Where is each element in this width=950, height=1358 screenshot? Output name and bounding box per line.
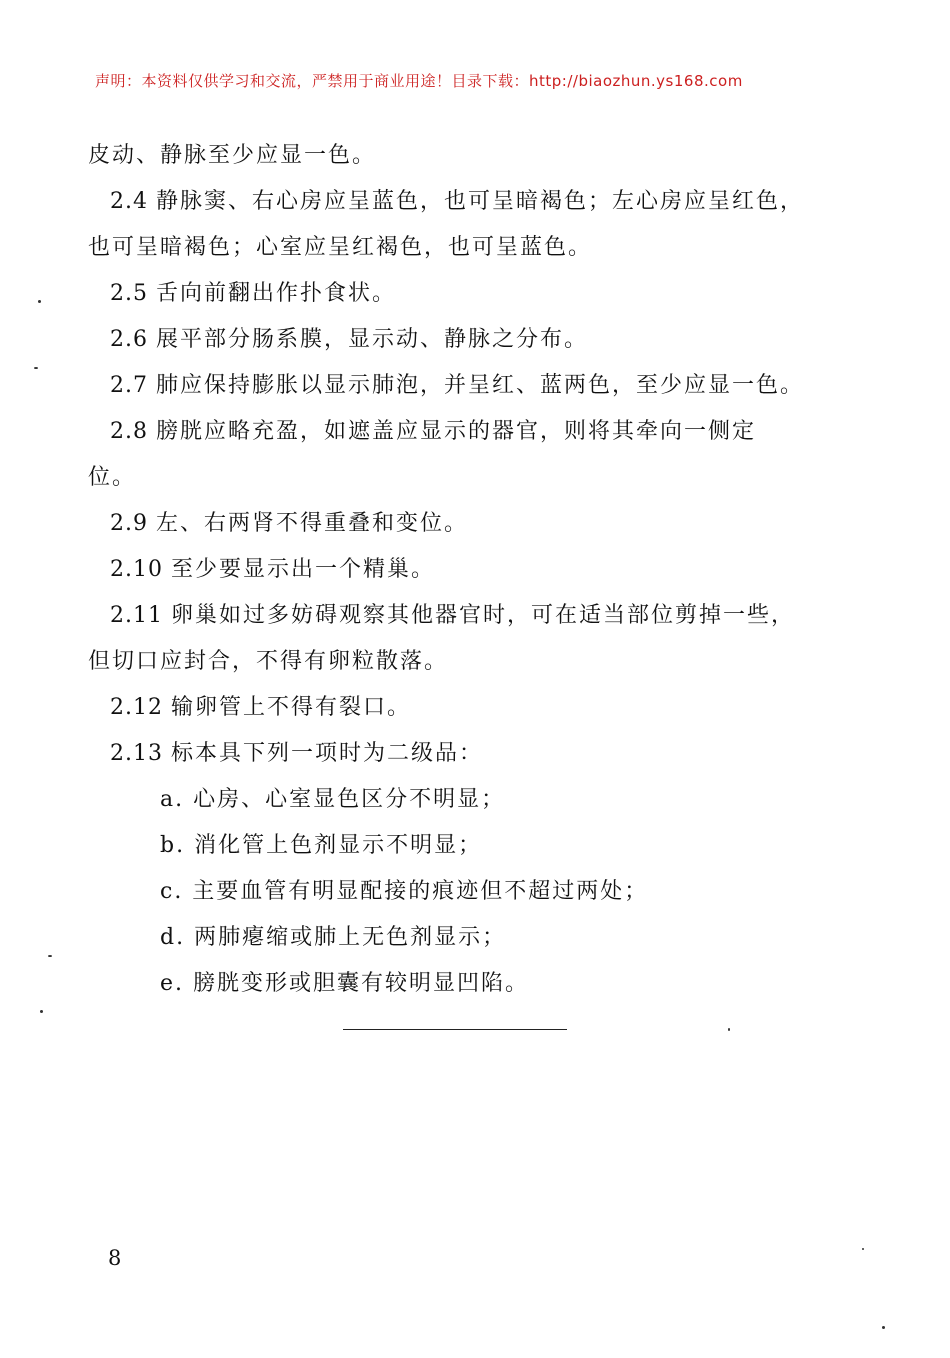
clause-text: 标本具下列一项时为二级品： <box>170 741 483 766</box>
clause-number: 2.12 <box>110 695 163 720</box>
clause-2-7 <box>88 363 848 409</box>
page-number: 8 <box>108 1246 122 1270</box>
line-text: 皮动、静脉至少应显一色。 <box>88 143 377 168</box>
clause-text: 膀胱应略充盈，如遮盖应显示的器官，则将其牵向一侧定 <box>156 419 757 444</box>
scan-speck <box>38 300 41 303</box>
clause-text: 展平部分肠系膜，显示动、静脉之分布。 <box>156 327 589 352</box>
clause-number: 2.5 <box>110 281 148 306</box>
document-body <box>88 133 848 1007</box>
disclaimer-header: 声明：本资料仅供学习和交流，严禁用于商业用途！目录下载：http://biaozhun.ys168.com <box>95 72 743 90</box>
sub-item-a: a. 心房、心室显色区分不明显； <box>160 787 506 812</box>
text-line <box>88 225 848 271</box>
clause-number: 2.8 <box>110 419 148 444</box>
clause-2-8 <box>88 409 848 455</box>
clause-2-11 <box>88 593 848 639</box>
clause-2-4 <box>88 179 848 225</box>
clause-number: 2.9 <box>110 511 148 536</box>
clause-2-12 <box>88 685 848 731</box>
line-text: 但切口应封合，不得有卵粒散落。 <box>88 649 449 674</box>
sub-item-d: d. 两肺瘪缩或肺上无色剂显示； <box>160 925 507 950</box>
scan-speck <box>882 1326 885 1329</box>
scan-speck <box>48 955 52 957</box>
end-rule <box>343 1029 567 1030</box>
scan-speck <box>728 1028 730 1031</box>
clause-2-13 <box>88 731 848 777</box>
clause-text: 卵巢如过多妨碍观察其他器官时，可在适当部位剪掉一些， <box>170 603 795 628</box>
sub-item-b: b. 消化管上色剂显示不明显； <box>160 833 483 858</box>
line-text: 也可呈暗褐色；心室应呈红褐色，也可呈蓝色。 <box>88 235 593 260</box>
text-line <box>88 639 848 685</box>
line-text: 位。 <box>88 465 137 490</box>
clause-number: 2.13 <box>110 741 163 766</box>
clause-text: 舌向前翻出作扑食状。 <box>156 281 397 306</box>
clause-number: 2.4 <box>110 189 148 214</box>
clause-2-9 <box>88 501 848 547</box>
clause-number: 2.10 <box>110 557 163 582</box>
sub-item-c: c. 主要血管有明显配接的痕迹但不超过两处； <box>160 879 649 904</box>
scan-speck <box>40 1010 43 1013</box>
text-line <box>88 133 848 179</box>
scan-speck <box>34 367 38 369</box>
clause-text: 静脉窦、右心房应呈蓝色，也可呈暗褐色；左心房应呈红色， <box>156 189 805 214</box>
clause-2-10 <box>88 547 848 593</box>
text-line <box>88 455 848 501</box>
clause-2-5 <box>88 271 848 317</box>
clause-text: 肺应保持膨胀以显示肺泡，并呈红、蓝两色，至少应显一色。 <box>156 373 805 398</box>
clause-text: 输卵管上不得有裂口。 <box>170 695 411 720</box>
clause-number: 2.11 <box>110 603 163 628</box>
clause-number: 2.7 <box>110 373 148 398</box>
clause-number: 2.6 <box>110 327 148 352</box>
sub-item-e: e. 膀胱变形或胆囊有较明显凹陷。 <box>160 971 530 996</box>
scan-speck <box>862 1248 864 1250</box>
clause-text: 左、右两肾不得重叠和变位。 <box>156 511 469 536</box>
clause-text: 至少要显示出一个精巢。 <box>170 557 435 582</box>
clause-2-6 <box>88 317 848 363</box>
